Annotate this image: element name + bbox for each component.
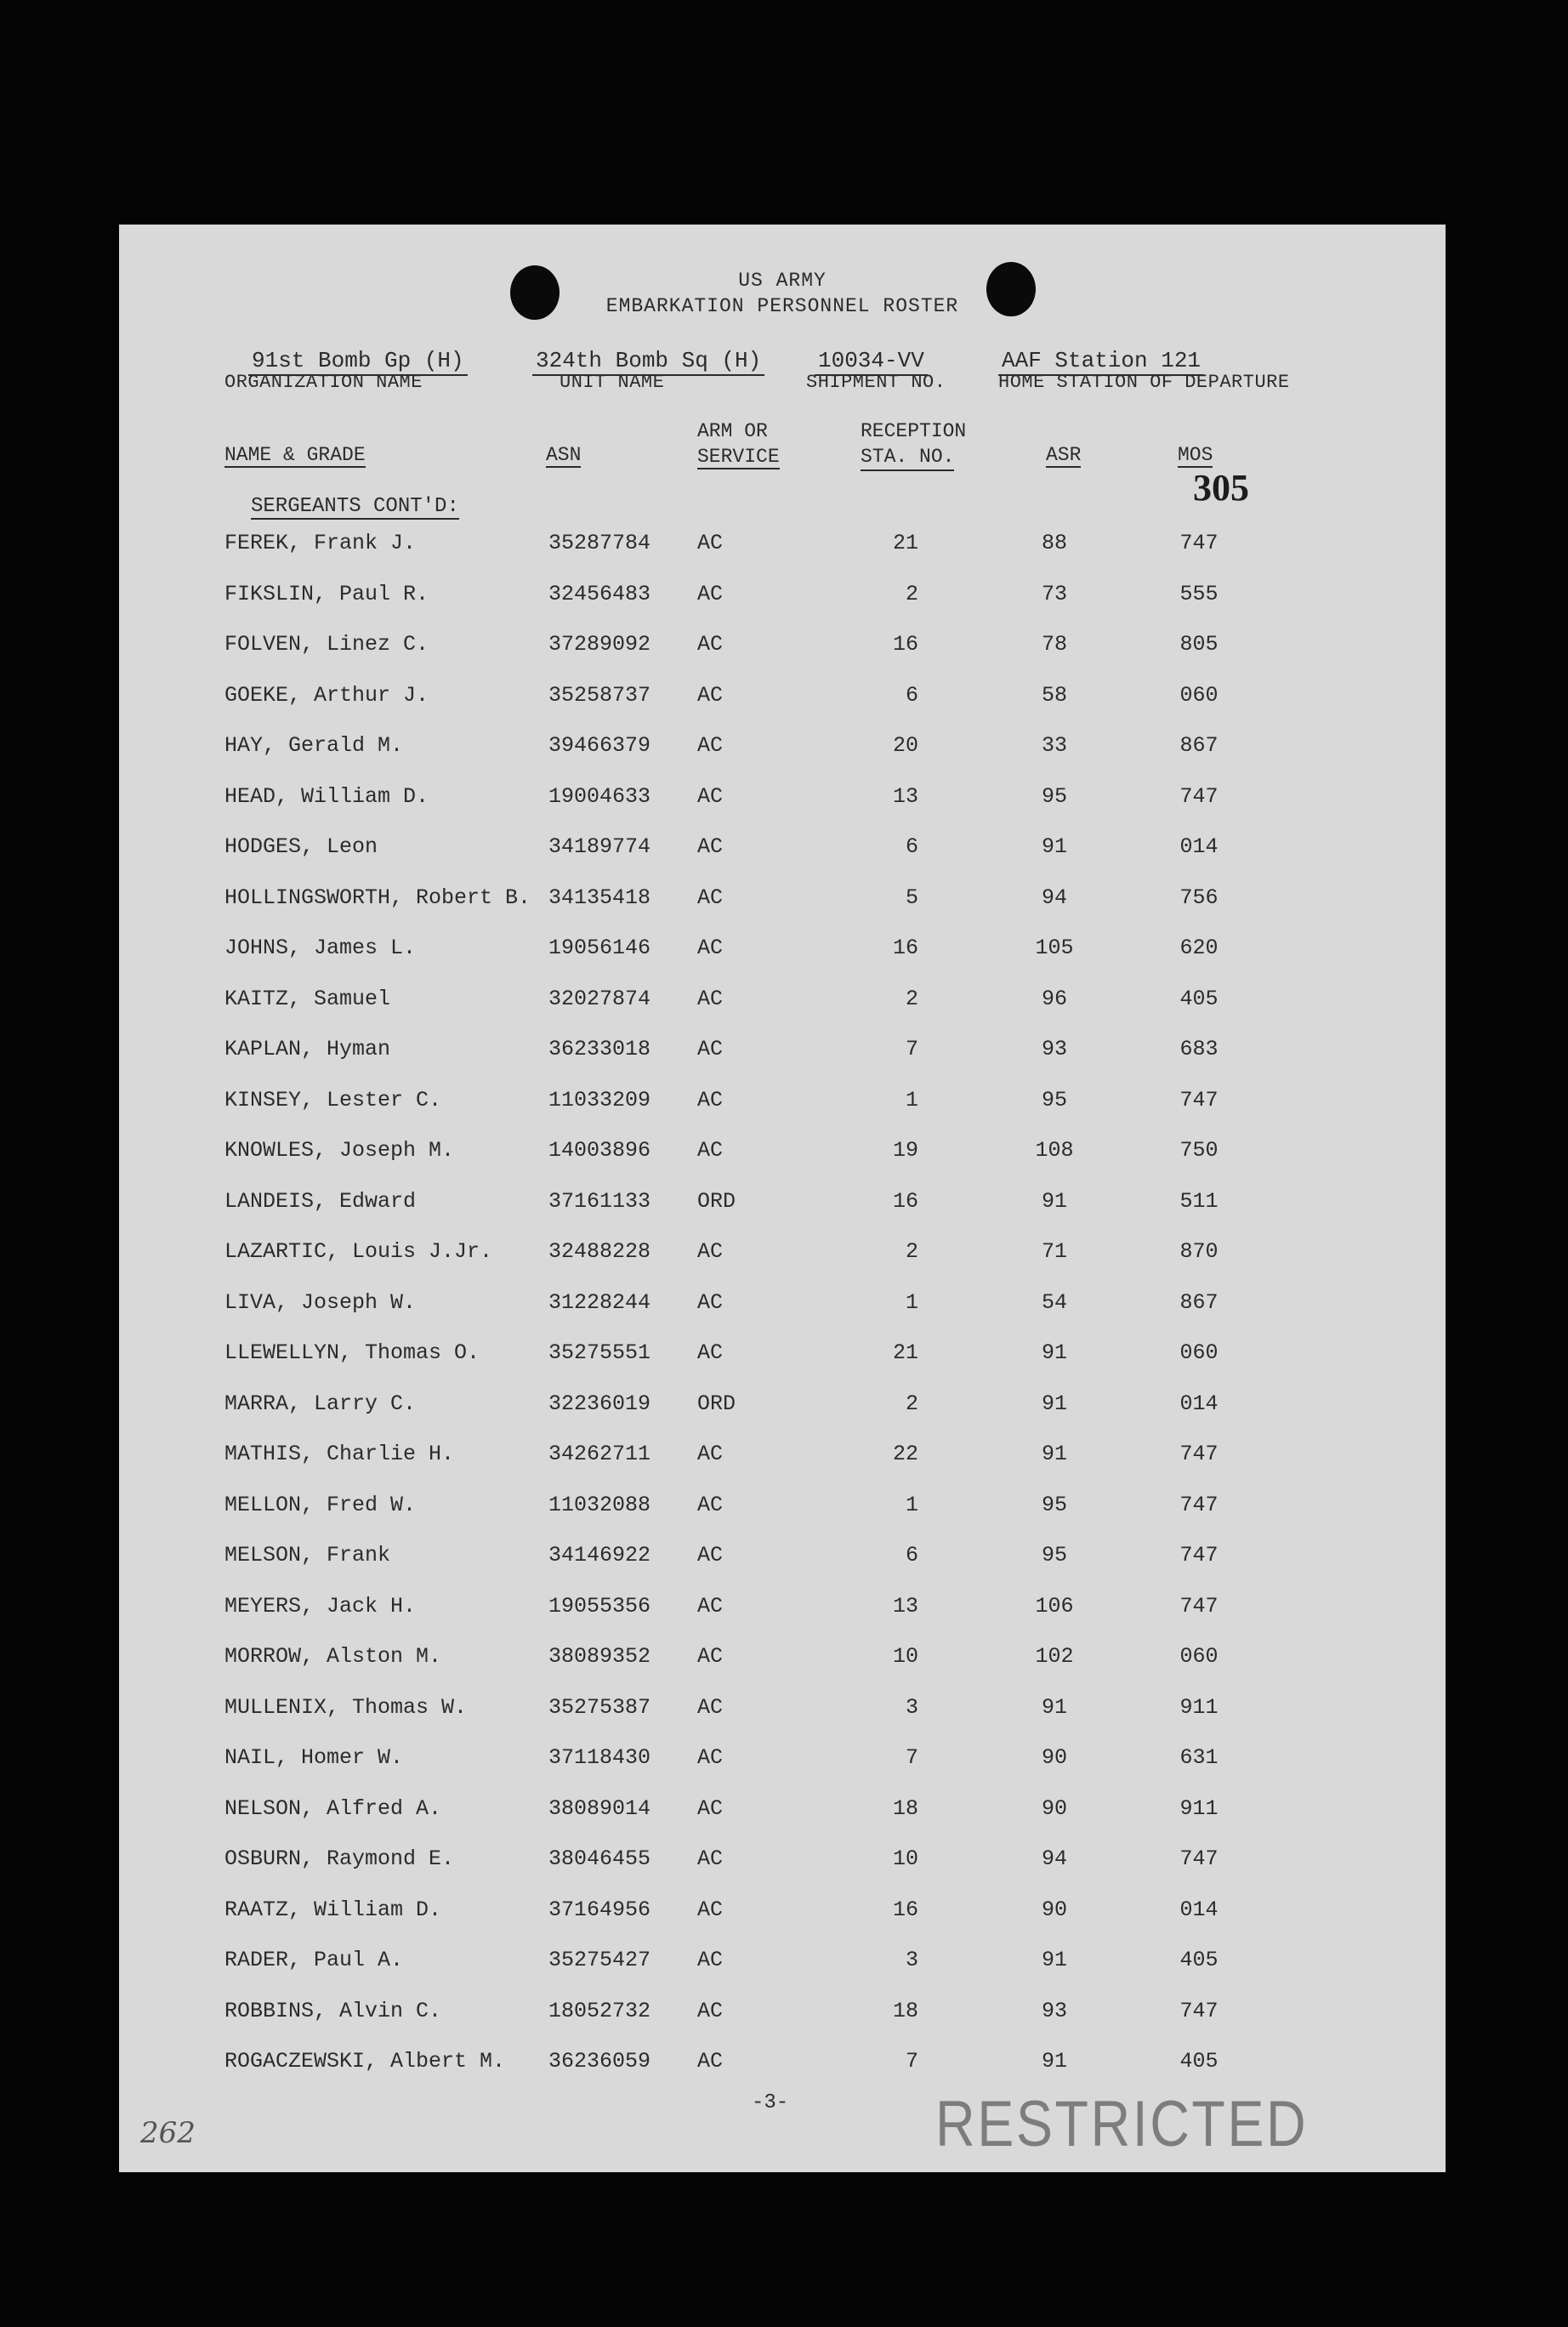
table-row: [119, 936, 1446, 970]
cell-mos: 747: [1179, 531, 1219, 555]
cell-name: KINSEY, Lester C.: [224, 1088, 442, 1112]
cell-mos: 747: [1179, 1594, 1219, 1619]
cell-reception: 16: [892, 936, 918, 960]
cell-name: MELSON, Frank: [224, 1543, 391, 1567]
cell-name: MATHIS, Charlie H.: [224, 1442, 455, 1466]
organization-name-value: 91st Bomb Gp (H): [248, 348, 468, 376]
cell-mos: 750: [1179, 1138, 1219, 1163]
section-label: SERGEANTS CONT'D:: [251, 495, 459, 518]
cell-asn: 35275427: [548, 1948, 651, 1972]
cell-asr: 105: [1035, 936, 1074, 960]
table-row: [119, 1999, 1446, 2033]
cell-asr: 91: [1041, 1442, 1067, 1466]
cell-arm: AC: [697, 834, 724, 859]
table-row: [119, 1695, 1446, 1729]
cell-asr: 91: [1041, 1189, 1067, 1214]
cell-asr: 94: [1041, 1846, 1067, 1871]
home-station-value: AAF Station 121: [998, 348, 1204, 376]
cell-reception: 2: [905, 987, 918, 1011]
cell-name: MULLENIX, Thomas W.: [224, 1695, 468, 1720]
cell-reception: 7: [905, 1037, 918, 1061]
cell-asn: 34262711: [548, 1442, 651, 1466]
cell-mos: 747: [1179, 1442, 1219, 1466]
table-row: [119, 834, 1446, 868]
cell-reception: 7: [905, 2049, 918, 2074]
cell-asn: 34189774: [548, 834, 651, 859]
table-row: [119, 1948, 1446, 1982]
cell-asn: 35258737: [548, 683, 651, 708]
table-row: [119, 885, 1446, 919]
cell-reception: 1: [905, 1088, 918, 1112]
cell-mos: 911: [1179, 1796, 1219, 1821]
cell-arm: AC: [697, 1290, 724, 1315]
cell-name: HEAD, William D.: [224, 784, 429, 809]
restricted-stamp: RESTRICTED: [935, 2088, 1309, 2160]
cell-asn: 35287784: [548, 531, 651, 555]
cell-mos: 867: [1179, 733, 1219, 758]
table-row: [119, 1290, 1446, 1324]
cell-name: MELLON, Fred W.: [224, 1493, 417, 1517]
cell-asn: 19055356: [548, 1594, 651, 1619]
cell-reception: 13: [892, 1594, 918, 1619]
cell-asn: 36233018: [548, 1037, 651, 1061]
cell-name: KNOWLES, Joseph M.: [224, 1138, 455, 1163]
cell-reception: 18: [892, 1999, 918, 2023]
cell-arm: ORD: [697, 1189, 736, 1214]
table-row: [119, 1897, 1446, 1932]
table-row: [119, 1796, 1446, 1830]
cell-mos: 747: [1179, 1088, 1219, 1112]
cell-mos: 060: [1179, 683, 1219, 708]
table-row: [119, 1391, 1446, 1425]
cell-reception: 20: [892, 733, 918, 758]
cell-name: KAITZ, Samuel: [224, 987, 391, 1011]
cell-arm: AC: [697, 784, 724, 809]
cell-reception: 2: [905, 1239, 918, 1264]
cell-asr: 91: [1041, 1695, 1067, 1720]
cell-asr: 95: [1041, 784, 1067, 809]
cell-reception: 6: [905, 1543, 918, 1567]
cell-asr: 90: [1041, 1796, 1067, 1821]
cell-name: LAZARTIC, Louis J.Jr.: [224, 1239, 493, 1264]
cell-arm: AC: [697, 1340, 724, 1365]
cell-arm: AC: [697, 1493, 724, 1517]
cell-name: FIKSLIN, Paul R.: [224, 582, 429, 606]
cell-mos: 620: [1179, 936, 1219, 960]
table-row: [119, 632, 1446, 666]
cell-asr: 95: [1041, 1088, 1067, 1112]
cell-arm: AC: [697, 1594, 724, 1619]
cell-name: MORROW, Alston M.: [224, 1644, 442, 1669]
cell-asr: 96: [1041, 987, 1067, 1011]
cell-arm: AC: [697, 885, 724, 910]
cell-asn: 31228244: [548, 1290, 651, 1315]
cell-name: FOLVEN, Linez C.: [224, 632, 429, 657]
cell-mos: 014: [1179, 834, 1219, 859]
cell-asr: 106: [1035, 1594, 1074, 1619]
cell-asr: 58: [1041, 683, 1067, 708]
roster-title-line2: EMBARKATION PERSONNEL ROSTER: [605, 295, 959, 317]
cell-reception: 16: [892, 1897, 918, 1922]
cell-asn: 32027874: [548, 987, 651, 1011]
cell-asn: 37161133: [548, 1189, 651, 1214]
cell-mos: 805: [1179, 632, 1219, 657]
cell-asr: 91: [1041, 1948, 1067, 1972]
table-row: [119, 1493, 1446, 1527]
cell-arm: ORD: [697, 1391, 736, 1416]
cell-mos: 511: [1179, 1189, 1219, 1214]
cell-asr: 93: [1041, 1037, 1067, 1061]
cell-asr: 90: [1041, 1897, 1067, 1922]
cell-asn: 38046455: [548, 1846, 651, 1871]
cell-asn: 35275551: [548, 1340, 651, 1365]
table-row: [119, 2049, 1446, 2083]
cell-name: MEYERS, Jack H.: [224, 1594, 417, 1619]
cell-asr: 95: [1041, 1493, 1067, 1517]
cell-asn: 11032088: [548, 1493, 651, 1517]
cell-arm: AC: [697, 1846, 724, 1871]
cell-asr: 88: [1041, 531, 1067, 555]
cell-name: ROBBINS, Alvin C.: [224, 1999, 442, 2023]
cell-asr: 93: [1041, 1999, 1067, 2023]
cell-asr: 102: [1035, 1644, 1074, 1669]
cell-name: LLEWELLYN, Thomas O.: [224, 1340, 480, 1365]
cell-reception: 21: [892, 531, 918, 555]
cell-asr: 94: [1041, 885, 1067, 910]
cell-arm: AC: [697, 1695, 724, 1720]
cell-asr: 91: [1041, 1391, 1067, 1416]
cell-asn: 37118430: [548, 1745, 651, 1770]
cell-asn: 11033209: [548, 1088, 651, 1112]
table-row: [119, 1340, 1446, 1374]
cell-name: RAATZ, William D.: [224, 1897, 442, 1922]
cell-mos: 631: [1179, 1745, 1219, 1770]
cell-asn: 19004633: [548, 784, 651, 809]
cell-mos: 747: [1179, 784, 1219, 809]
cell-arm: AC: [697, 1088, 724, 1112]
side-number: 305: [1193, 467, 1249, 509]
cell-mos: 014: [1179, 1897, 1219, 1922]
cell-reception: 1: [905, 1290, 918, 1315]
cell-reception: 2: [905, 1391, 918, 1416]
cell-asr: 91: [1041, 1340, 1067, 1365]
table-row: [119, 733, 1446, 767]
cell-mos: 683: [1179, 1037, 1219, 1061]
cell-asn: 37289092: [548, 632, 651, 657]
cell-asr: 71: [1041, 1239, 1067, 1264]
cell-reception: 1: [905, 1493, 918, 1517]
cell-asr: 73: [1041, 582, 1067, 606]
cell-mos: 555: [1179, 582, 1219, 606]
cell-mos: 747: [1179, 1999, 1219, 2023]
cell-reception: 10: [892, 1846, 918, 1871]
cell-arm: AC: [697, 1796, 724, 1821]
cell-arm: AC: [697, 632, 724, 657]
cell-reception: 6: [905, 683, 918, 708]
cell-reception: 5: [905, 885, 918, 910]
cell-mos: 870: [1179, 1239, 1219, 1264]
cell-reception: 6: [905, 834, 918, 859]
shipment-no-label: SHIPMENT NO.: [806, 372, 946, 393]
cell-name: LANDEIS, Edward: [224, 1189, 417, 1214]
table-row: [119, 1037, 1446, 1071]
cell-reception: 10: [892, 1644, 918, 1669]
cell-mos: 756: [1179, 885, 1219, 910]
cell-name: NELSON, Alfred A.: [224, 1796, 442, 1821]
cell-mos: 747: [1179, 1493, 1219, 1517]
cell-asr: 108: [1035, 1138, 1074, 1163]
cell-reception: 22: [892, 1442, 918, 1466]
table-row: [119, 1644, 1446, 1678]
cell-asn: 18052732: [548, 1999, 651, 2023]
cell-name: GOEKE, Arthur J.: [224, 683, 429, 708]
unit-name-value: 324th Bomb Sq (H): [532, 348, 764, 376]
cell-asr: 91: [1041, 2049, 1067, 2074]
cell-arm: AC: [697, 1644, 724, 1669]
cell-arm: AC: [697, 2049, 724, 2074]
cell-arm: AC: [697, 531, 724, 555]
table-row: [119, 1239, 1446, 1273]
cell-arm: AC: [697, 936, 724, 960]
column-header-asr: ASR: [1046, 444, 1082, 466]
cell-arm: AC: [697, 1745, 724, 1770]
cell-asn: 38089352: [548, 1644, 651, 1669]
cell-reception: 16: [892, 1189, 918, 1214]
cell-asn: 39466379: [548, 733, 651, 758]
cell-mos: 405: [1179, 2049, 1219, 2074]
shipment-no-value: 10034-VV: [815, 348, 928, 376]
table-row: [119, 784, 1446, 818]
table-row: [119, 987, 1446, 1021]
column-header-name: NAME & GRADE: [224, 444, 366, 466]
table-row: [119, 1088, 1446, 1122]
cell-name: HOLLINGSWORTH, Robert B.: [224, 885, 531, 910]
cell-arm: AC: [697, 987, 724, 1011]
cell-reception: 13: [892, 784, 918, 809]
cell-arm: AC: [697, 683, 724, 708]
cell-asn: 34135418: [548, 885, 651, 910]
cell-arm: AC: [697, 733, 724, 758]
cell-asn: 35275387: [548, 1695, 651, 1720]
cell-name: MARRA, Larry C.: [224, 1391, 417, 1416]
table-row: [119, 1594, 1446, 1628]
cell-mos: 911: [1179, 1695, 1219, 1720]
table-row: [119, 1745, 1446, 1779]
table-row: [119, 582, 1446, 616]
column-header-arm: ARM OR SERVICE: [697, 420, 780, 468]
cell-asn: 32456483: [548, 582, 651, 606]
cell-name: ROGACZEWSKI, Albert M.: [224, 2049, 506, 2074]
cell-arm: AC: [697, 1037, 724, 1061]
cell-asn: 14003896: [548, 1138, 651, 1163]
table-row: [119, 1442, 1446, 1476]
cell-asn: 19056146: [548, 936, 651, 960]
organization-name-label: ORGANIZATION NAME: [224, 372, 423, 393]
roster-page: [119, 225, 1446, 2172]
cell-arm: AC: [697, 1948, 724, 1972]
cell-name: HODGES, Leon: [224, 834, 378, 859]
cell-arm: AC: [697, 1897, 724, 1922]
cell-asr: 54: [1041, 1290, 1067, 1315]
table-row: [119, 1138, 1446, 1172]
roster-title-line1: US ARMY: [738, 270, 827, 292]
cell-mos: 014: [1179, 1391, 1219, 1416]
column-header-reception: RECEPTION STA. NO.: [861, 418, 966, 471]
cell-mos: 060: [1179, 1340, 1219, 1365]
cell-name: KAPLAN, Hyman: [224, 1037, 391, 1061]
cell-name: OSBURN, Raymond E.: [224, 1846, 455, 1871]
cell-asr: 33: [1041, 733, 1067, 758]
cell-reception: 18: [892, 1796, 918, 1821]
cell-mos: 405: [1179, 987, 1219, 1011]
cell-asr: 95: [1041, 1543, 1067, 1567]
cell-name: RADER, Paul A.: [224, 1948, 404, 1972]
cell-name: LIVA, Joseph W.: [224, 1290, 417, 1315]
cell-arm: AC: [697, 1442, 724, 1466]
cell-arm: AC: [697, 1999, 724, 2023]
cell-name: JOHNS, James L.: [224, 936, 417, 960]
cell-reception: 21: [892, 1340, 918, 1365]
cell-mos: 747: [1179, 1846, 1219, 1871]
handwritten-number: 262: [140, 2116, 196, 2150]
cell-arm: AC: [697, 1239, 724, 1264]
cell-asn: 32488228: [548, 1239, 651, 1264]
cell-arm: AC: [697, 1138, 724, 1163]
table-row: [119, 1846, 1446, 1880]
page-number: -3-: [752, 2091, 789, 2114]
cell-asr: 78: [1041, 632, 1067, 657]
cell-name: NAIL, Homer W.: [224, 1745, 404, 1770]
cell-asn: 36236059: [548, 2049, 651, 2074]
cell-name: FEREK, Frank J.: [224, 531, 417, 555]
column-header-asn: ASN: [546, 444, 582, 466]
cell-asn: 34146922: [548, 1543, 651, 1567]
cell-arm: AC: [697, 1543, 724, 1567]
cell-asr: 91: [1041, 834, 1067, 859]
cell-reception: 7: [905, 1745, 918, 1770]
cell-reception: 3: [905, 1695, 918, 1720]
table-row: [119, 531, 1446, 565]
cell-reception: 16: [892, 632, 918, 657]
table-row: [119, 1189, 1446, 1223]
cell-mos: 867: [1179, 1290, 1219, 1315]
cell-mos: 747: [1179, 1543, 1219, 1567]
cell-mos: 405: [1179, 1948, 1219, 1972]
cell-reception: 19: [892, 1138, 918, 1163]
column-header-mos: MOS: [1178, 444, 1213, 466]
cell-asr: 90: [1041, 1745, 1067, 1770]
cell-asn: 37164956: [548, 1897, 651, 1922]
cell-reception: 2: [905, 582, 918, 606]
cell-asn: 32236019: [548, 1391, 651, 1416]
home-station-label: HOME STATION OF DEPARTURE: [998, 372, 1290, 393]
table-row: [119, 683, 1446, 717]
unit-name-label: UNIT NAME: [560, 372, 665, 393]
cell-asn: 38089014: [548, 1796, 651, 1821]
cell-arm: AC: [697, 582, 724, 606]
cell-reception: 3: [905, 1948, 918, 1972]
table-row: [119, 1543, 1446, 1577]
cell-name: HAY, Gerald M.: [224, 733, 404, 758]
cell-mos: 060: [1179, 1644, 1219, 1669]
